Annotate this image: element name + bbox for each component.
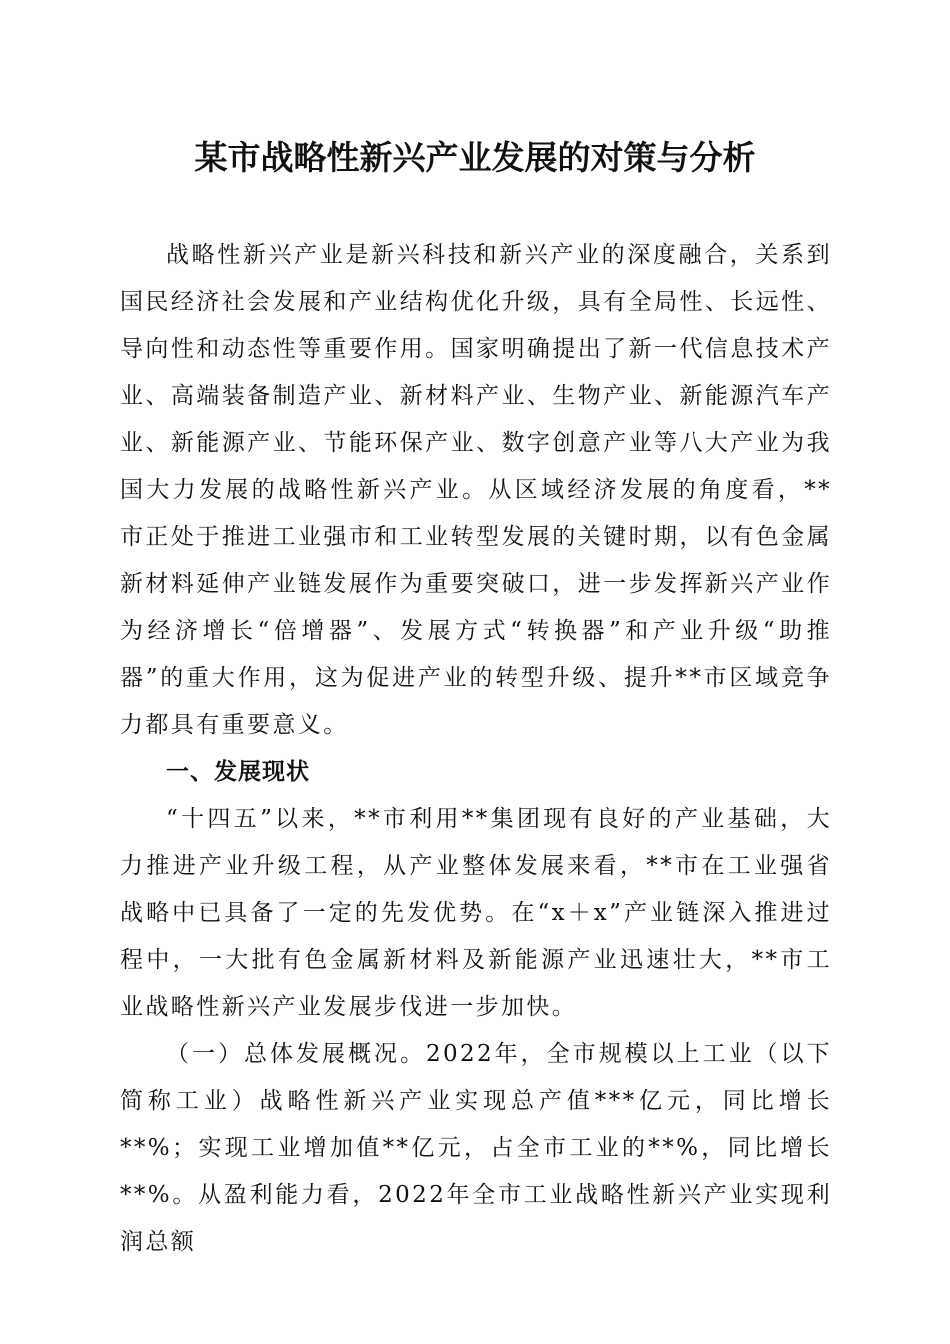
document-body [120, 232, 832, 1266]
intro-paragraph: 战略性新兴产业是新兴科技和新兴产业的深度融合，关系到国民经济社会发展和产业结构优化升级，具有全局性、长远性、导向性和动态性等重要作用。国家明确提出了新一代信息技术产业、高端装备制造产业、新材料产业、生物产业、新能源汽车产业、新能源产业、节能环保产业、数字创意产业等八大产业为我国大力发展的战略性新兴产业。从区域经济发展的角度看，**市正处于推进工业强市和工业转型发展的关键时期，以有色金属新材料延伸产业链发展作为重要突破口，进一步发挥新兴产业作为经济增长“倍增器”、发展方式“转换器”和产业升级“助推器”的重大作用，这为促进产业的转型升级、提升**市区域竞争力都具有重要意义。 [120, 242, 832, 738]
section-paragraph-development-status: “十四五”以来，**市利用**集团现有良好的产业基础，大力推进产业升级工程，从产业整体发展来看，**市在工业强省战略中已具备了一定的先发优势。在“x＋x”产业链深入推进过程中，一大批有色金属新材料及新能源产业迅速壮大，**市工业战略性新兴产业发展步伐进一步加快。 [120, 806, 832, 1020]
document-title: 某市战略性新兴产业发展的对策与分析 [194, 138, 756, 177]
section-heading-development-status: 一、发展现状 [166, 759, 310, 785]
subsection-text-overview: 2022年，全市规模以上工业（以下简称工业）战略性新兴产业实现总产值***亿元，同比增长**%；实现工业增加值**亿元，占全市工业的**%，同比增长**%。从盈利能力看，2022年全市工业战略性新兴产业实现利润总额 [120, 1041, 832, 1255]
subsection-paragraph-overview [120, 1031, 832, 1266]
subsection-lead-overview: （一）总体发展概况。 [166, 1041, 426, 1067]
